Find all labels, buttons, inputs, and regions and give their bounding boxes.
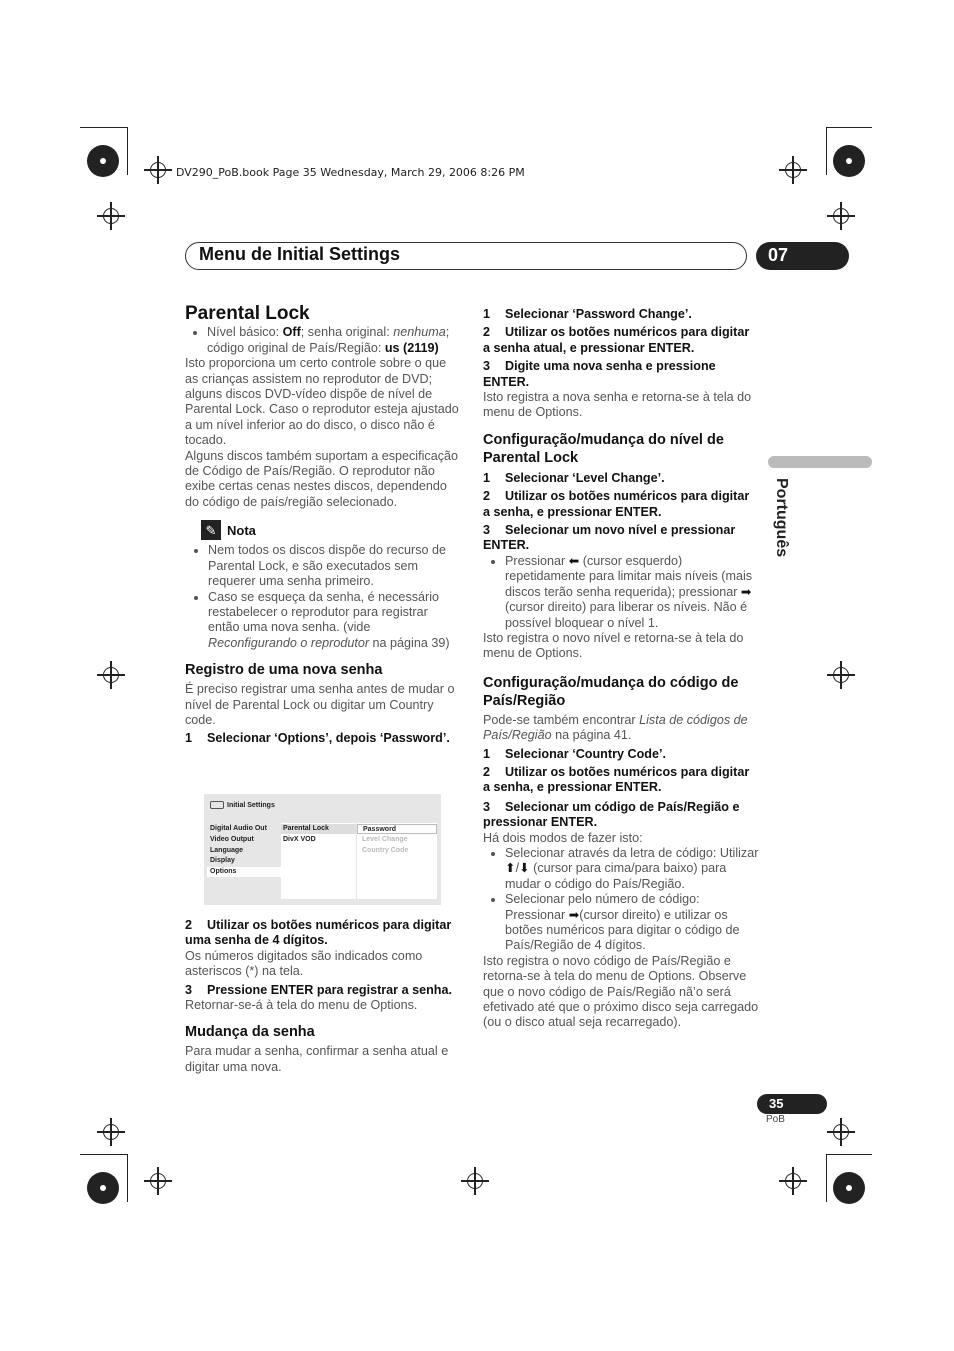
step: 3 Pressione ENTER para registrar a senha. <box>185 982 452 997</box>
registration-mark-icon <box>150 1173 166 1189</box>
book-info: DV290_PoB.book Page 35 Wednesday, March 29, 2006 8:26 PM <box>176 166 525 179</box>
arrow-up-icon: ⬆ <box>505 861 516 876</box>
list-item: • Selecionar através da letra de código: Utilizar ⬆/⬇ (cursor para cima/para baixo) para mudar o código do País/Região. <box>505 846 759 892</box>
crop-line <box>826 1154 827 1202</box>
paragraph: Isto registra o novo nível e retorna-se à tela do menu de Options. <box>483 630 744 661</box>
note-pencil-icon: ✎ <box>201 520 221 540</box>
step: 1 Selecionar ‘Options’, depois ‘Password’. <box>185 731 450 746</box>
crop-line <box>80 1154 128 1155</box>
registration-mark-icon <box>833 667 849 683</box>
note-list <box>185 543 460 651</box>
left-column-continued <box>185 918 460 1075</box>
menu-item: Digital Audio Out <box>210 825 267 832</box>
paragraph: É preciso registrar uma senha antes de mudar o nível de Parental Lock ou digitar um Country code. <box>185 682 455 727</box>
option-item-selected: Password <box>357 824 437 834</box>
paragraph: Isto proporciona um certo controle sobre o que as crianças assistem no reprodutor de DVD; alguns discos DVD-vídeo dispõe de nível de Parental Lock. Caso o reprodutor esteja ajustado a um nível inferior ao do disco, o disco não é tocado. <box>185 356 459 448</box>
note-label: Nota <box>227 522 256 538</box>
menu-item: Video Output <box>210 836 254 843</box>
print-mark-disc <box>87 1172 119 1204</box>
arrow-right-icon: ➡ <box>740 584 752 599</box>
step: 2 Utilizar os botões numéricos para digitar a senha, e pressionar ENTER. <box>483 489 750 519</box>
registration-mark-icon <box>103 208 119 224</box>
screen-title: Initial Settings <box>210 801 275 809</box>
registration-mark-icon <box>833 208 849 224</box>
right-column <box>483 307 759 1031</box>
step: 1 Selecionar ‘Password Change’. <box>483 307 692 321</box>
page-number-badge <box>757 1094 827 1114</box>
paragraph: Retornar-se-á à tela do menu de Options. <box>185 998 418 1013</box>
option-item: Level Change <box>362 836 408 843</box>
registration-mark-icon <box>103 1124 119 1140</box>
disc-icon <box>210 801 224 809</box>
crop-line <box>127 127 128 175</box>
step: 3 Digite uma nova senha e pressione ENTER. <box>483 359 716 389</box>
registration-mark-icon <box>150 162 166 178</box>
crop-line <box>80 127 128 128</box>
paragraph: Os números digitados são indicados como asteriscos (*) na tela. <box>185 948 423 979</box>
note-heading <box>201 520 460 540</box>
level-list <box>483 554 759 631</box>
paragraph: Isto registra a nova senha e retorna-se à tela do menu de Options. <box>483 390 752 420</box>
section-title: Parental Lock <box>185 303 310 324</box>
subsection-title: Configuração/mudança do nível de Parental Lock <box>483 431 724 466</box>
submenu-item-selected: Parental Lock <box>281 824 356 834</box>
code-methods-list <box>483 846 759 954</box>
list-item: • Nível básico: Off; senha original: nenhuma; código original de País/Região: us (2119) <box>207 325 460 356</box>
crop-line <box>826 127 827 175</box>
registration-mark-icon <box>833 1124 849 1140</box>
subsection-title: Configuração/mudança do código de País/Região <box>483 674 739 709</box>
crop-line <box>127 1154 128 1202</box>
arrow-right-icon: ➡ <box>568 907 580 922</box>
registration-mark-icon <box>467 1173 483 1189</box>
subsection-title: Registro de uma nova senha <box>185 662 383 679</box>
step: 3 Selecionar um novo nível e pressionar ENTER. <box>483 523 736 553</box>
step: 1 Selecionar ‘Level Change’. <box>483 470 665 485</box>
language-code: PoB <box>766 1114 785 1125</box>
paragraph: Isto registra o novo código de País/Região e retorna-se à tela do menu de Options. Observe que o novo código de País/Região nã’o será efetivado até que o próximo disco seja carregado (ou o disco atual seja recarregado). <box>483 953 759 1030</box>
crop-line <box>826 1154 872 1155</box>
page-title: Menu de Initial Settings <box>199 244 401 264</box>
list-item: • Nem todos os discos dispõe do recurso de Parental Lock, e são executados sem requerer uma senha primeiro. <box>208 543 460 589</box>
language-tab-label: Português <box>773 478 790 558</box>
list-item: • Caso se esqueça da senha, é necessário restabelecer o reprodutor para registrar então uma nova senha. (vide Reconfigurando o reprodutor na página 39) <box>208 590 460 652</box>
step: 2 Utilizar os botões numéricos para digitar uma senha de 4 dígitos. <box>185 918 452 948</box>
step: 3 Selecionar um código de País/Região e pressionar ENTER. <box>483 799 740 830</box>
chapter-badge <box>756 242 849 270</box>
default-settings-list <box>185 325 460 356</box>
menu-item: Display <box>210 857 235 864</box>
paragraph: Para mudar a senha, confirmar a senha atual e digitar uma nova. <box>185 1044 449 1074</box>
arrow-down-icon: ⬇ <box>519 861 530 876</box>
language-tab-bar <box>768 456 872 468</box>
menu-screenshot <box>204 794 441 905</box>
page-number: 35 <box>769 1096 784 1111</box>
chapter-number: 07 <box>768 245 789 265</box>
list-item: • Selecionar pelo número de código: Pressionar ➡(cursor direito) e utilizar os botões numéricos para digitar o código de País/Região de 4 dígitos. <box>505 892 759 954</box>
registration-mark-icon <box>103 667 119 683</box>
print-mark-disc <box>833 145 865 177</box>
paragraph: Alguns discos também suportam a especificação de Código de País/Região. O reprodutor não exibe certas cenas nestes discos, dependendo do código de país/região selecionado. <box>185 448 458 509</box>
option-item: Country Code <box>362 847 409 854</box>
menu-item: Language <box>210 847 244 854</box>
left-column <box>185 303 460 747</box>
step: 1 Selecionar ‘Country Code’. <box>483 746 666 761</box>
menu-item-selected: Options <box>207 867 281 877</box>
registration-mark-icon <box>785 1173 801 1189</box>
subsection-title: Mudança da senha <box>185 1024 315 1041</box>
step: 2 Utilizar os botões numéricos para digitar a senha, e pressionar ENTER. <box>483 764 750 795</box>
print-mark-disc <box>833 1172 865 1204</box>
crop-line <box>826 127 872 128</box>
paragraph: Há dois modos de fazer isto: <box>483 830 643 845</box>
list-item: • Pressionar ⬅ (cursor esquerdo) repetidamente para limitar mais níveis (mais discos terão senha requerida); pressionar ➡ (cursor direito) para liberar os níveis. Não é possível bloquear o nível 1. <box>505 554 759 631</box>
submenu-item: DivX VOD <box>283 836 316 843</box>
print-mark-disc <box>87 145 119 177</box>
arrow-left-icon: ⬅ <box>568 553 580 568</box>
step: 2 Utilizar os botões numéricos para digitar a senha atual, e pressionar ENTER. <box>483 325 750 355</box>
registration-mark-icon <box>785 162 801 178</box>
paragraph: Pode-se também encontrar Lista de códigos de País/Região na página 41. <box>483 712 748 743</box>
